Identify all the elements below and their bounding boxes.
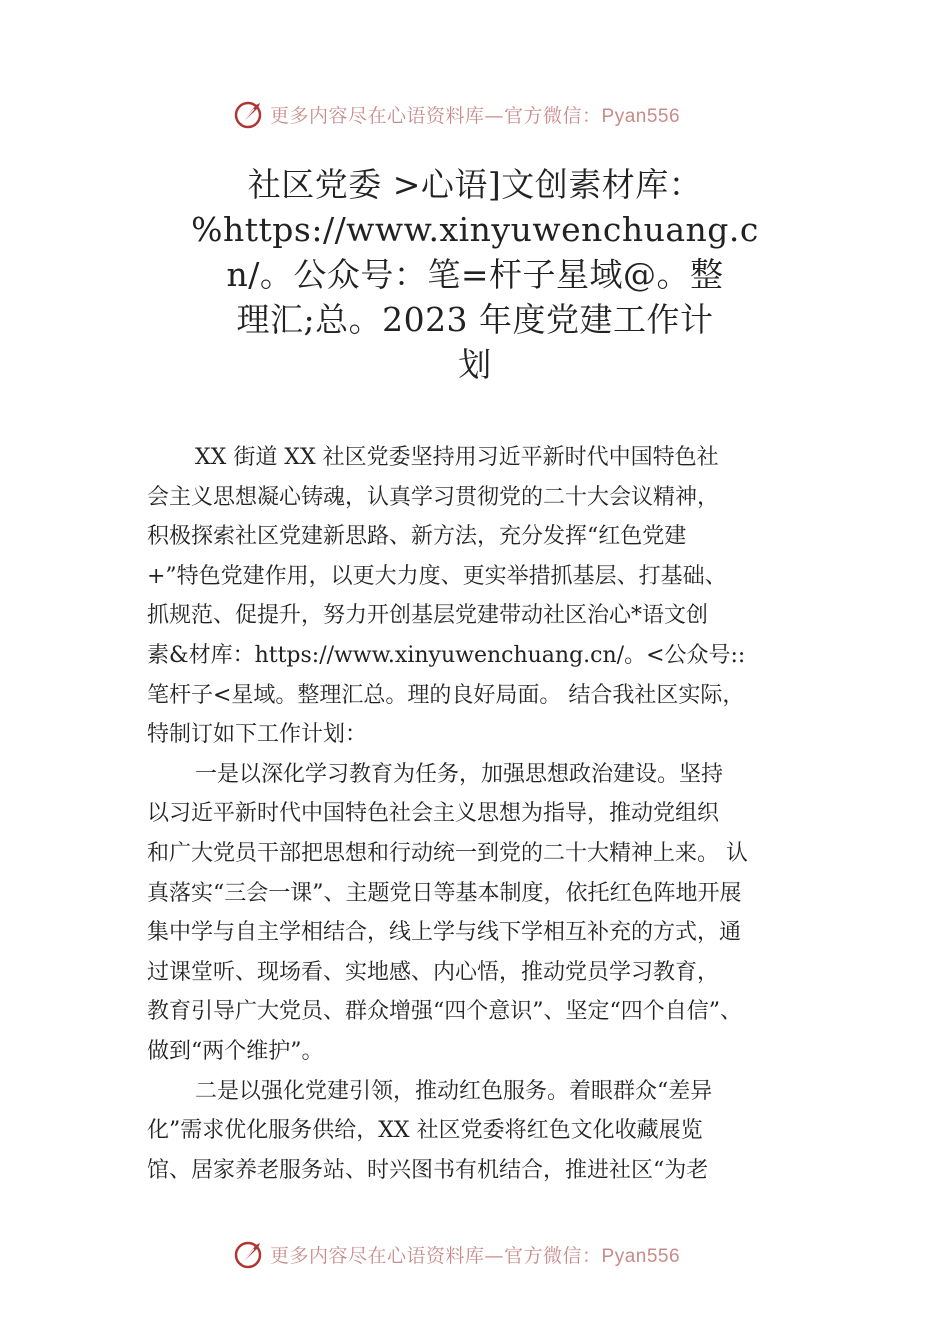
body-line: 以习近平新时代中国特色社会主义思想为指导，推动党组织: [147, 801, 720, 827]
banner-wechat-id: Pyan556: [601, 1245, 681, 1267]
body-line: 化”需求优化服务供给，XX 社区党委将红色文化收藏展览: [147, 1118, 703, 1144]
banner-wechat-id: Pyan556: [601, 105, 681, 127]
body-line: 特制订如下工作计划：: [147, 722, 368, 748]
body-line: 积极探索社区党建新思路、新方法，充分发挥“红色党建: [147, 524, 687, 550]
body-line: 过课堂听、现场看、实地感、内心悟，推动党员学习教育，: [147, 959, 720, 985]
quill-logo-icon: [232, 1237, 266, 1271]
title-line: 理汇;总。2023 年度党建工作计: [236, 300, 714, 339]
banner-text: 更多内容尽在心语资料库—官方微信：: [270, 1244, 602, 1267]
body-line: 二是以强化党建引领，推动红色服务。着眼群众“差异: [195, 1078, 713, 1104]
body-line: 一是以深化学习教育为任务，加强思想政治建设。坚持: [195, 761, 724, 787]
body-line: 笔杆子<星域。整理汇总。理的良好局面。 结合我社区实际，: [147, 682, 745, 708]
banner-text: 更多内容尽在心语资料库—官方微信：: [270, 104, 602, 127]
body-line: 做到“两个维护”。: [147, 1038, 324, 1064]
body-line: 抓规范、促提升，努力开创基层党建带动社区治心*语文创: [147, 603, 709, 629]
body-line: 会主义思想凝心铸魂，认真学习贯彻党的二十大会议精神，: [147, 484, 720, 510]
body-line: 真落实“三会一课”、主题党日等基本制度，依托红色阵地开展: [147, 880, 742, 906]
document-title: [190, 162, 760, 387]
quill-logo-icon: [232, 97, 266, 131]
body-line: 和广大党员干部把思想和行动统一到党的二十大精神上来。 认: [147, 840, 748, 866]
document-body: [147, 438, 827, 1190]
body-line: +”特色党建作用，以更大力度、更实举措抓基层、打基础、: [147, 563, 727, 589]
body-line: XX 街道 XX 社区党委坚持用习近平新时代中国特色社: [195, 445, 719, 470]
title-line: 社区党委 >心语]文创素材库：: [247, 165, 703, 204]
body-line: 馆、居家养老服务站、时兴图书有机结合，推进社区“为老: [147, 1157, 709, 1183]
body-line: 集中学与自主学相结合，线上学与线下学相互补充的方式，通: [147, 920, 742, 946]
body-line: 教育引导广大党员、群众增强“四个意识”、坚定“四个自信”、: [147, 999, 742, 1025]
title-line: 划: [458, 345, 492, 384]
body-line: 素&材库：https://www.xinyuwenchuang.cn/。<公众号::: [147, 642, 746, 668]
title-line: n/。公众号：笔=杆子星域@。整: [226, 255, 724, 294]
title-line: %https://www.xinyuwenchuang.c: [191, 210, 759, 249]
header-banner: [0, 96, 950, 132]
footer-banner: [0, 1236, 950, 1272]
